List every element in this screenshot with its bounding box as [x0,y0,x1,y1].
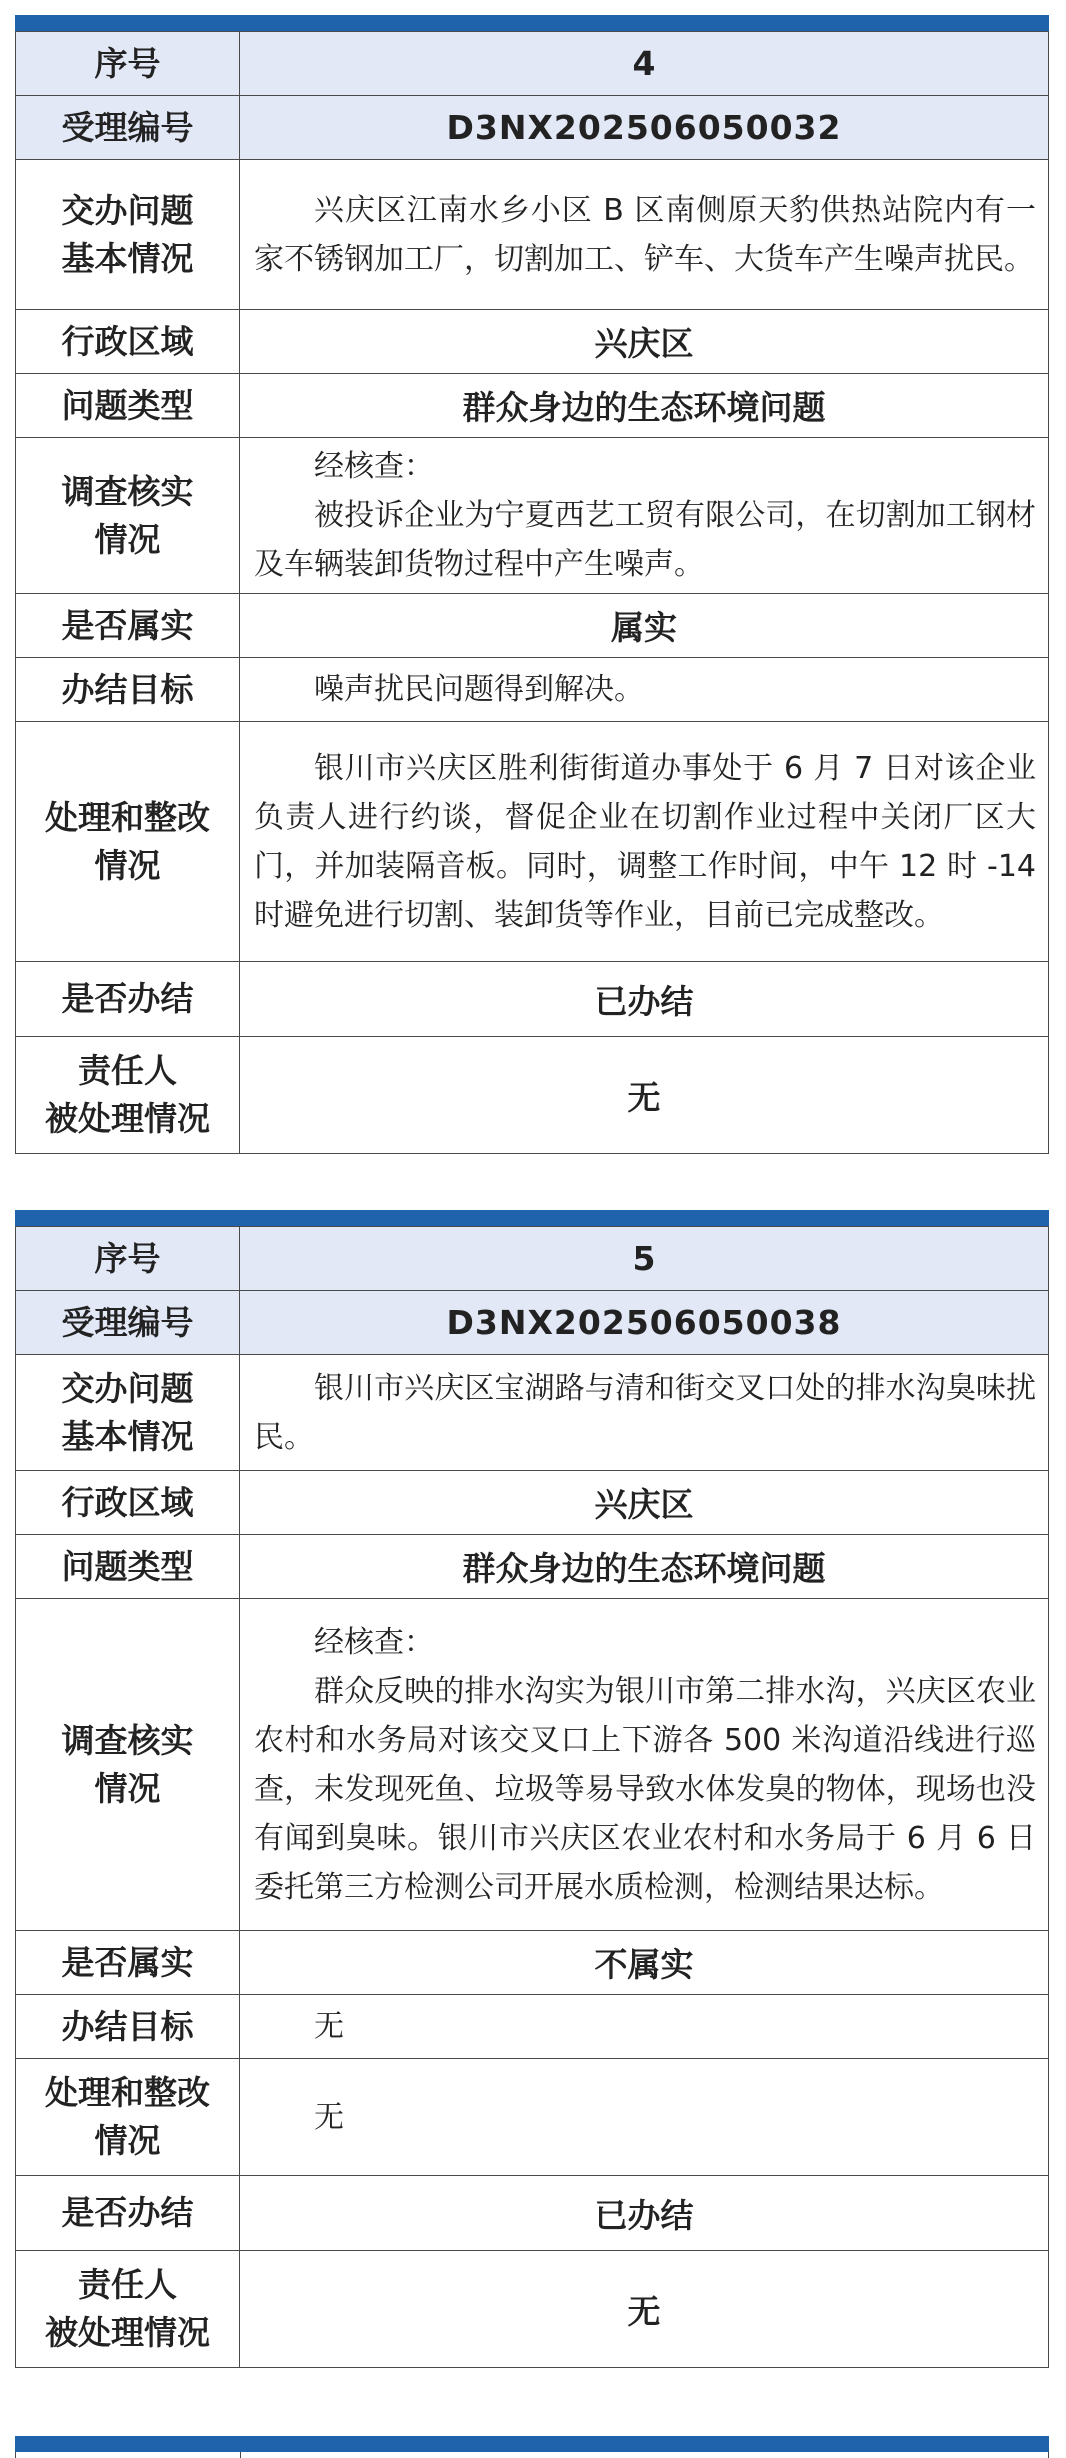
label-seq: 序号 [16,1227,240,1291]
value-resp: 无 [240,2251,1049,2368]
value-handle [240,2059,1049,2176]
survey-lead: 经核查： [314,449,434,484]
label-type: 问题类型 [16,1535,240,1599]
value-resp: 无 [240,1037,1049,1154]
row-goal [16,658,1049,722]
value-fact: 不属实 [240,1931,1049,1995]
label-survey [16,438,240,594]
row-goal [16,1995,1049,2059]
row-seq [16,1227,1049,1291]
row-closed [16,2176,1049,2251]
row-seq [16,32,1049,96]
handle-text: 银川市兴庆区胜利街街道办事处于 6 月 7 日对该企业负责人进行约谈，督促企业在切割作业过程中关闭厂区大门，并加装隔音板。同时，调整工作时间，中午 12 时 -14 时避免进行切割、装卸货等作业，目前已完成整改。 [254,750,1036,933]
label-goal: 办结目标 [16,658,240,722]
record-card-5 [15,1210,1049,2368]
goal-text: 噪声扰民问题得到解决。 [314,672,644,707]
value-basic [240,1355,1049,1471]
card-top-bar [15,1210,1049,1226]
row-type [16,1535,1049,1599]
record-table [15,31,1049,1154]
row-resp [16,1037,1049,1154]
row-region [16,310,1049,374]
value-type: 群众身边的生态环境问题 [240,374,1049,438]
label-survey-line2: 情况 [94,1768,161,1808]
value-type: 群众身边的生态环境问题 [240,1535,1049,1599]
value-closed: 已办结 [240,2176,1049,2251]
value-handle [240,722,1049,962]
value-code: D3NX202506050032 [240,96,1049,160]
column-divider [240,2452,241,2458]
row-survey [16,438,1049,594]
label-type: 问题类型 [16,374,240,438]
label-region: 行政区域 [16,1471,240,1535]
label-region: 行政区域 [16,310,240,374]
label-survey-line1: 调查核实 [61,471,194,511]
label-code: 受理编号 [16,96,240,160]
row-fact [16,1931,1049,1995]
card-top-bar [15,2436,1049,2452]
label-resp-line1: 责任人 [78,2265,177,2304]
value-code: D3NX202506050038 [240,1291,1049,1355]
row-code [16,96,1049,160]
label-survey [16,1599,240,1931]
basic-text: 银川市兴庆区宝湖路与清和街交叉口处的排水沟臭味扰民。 [254,1370,1036,1455]
label-resp [16,2251,240,2368]
label-goal: 办结目标 [16,1995,240,2059]
label-seq: 序号 [16,32,240,96]
value-seq: 5 [240,1227,1049,1291]
label-basic-line2: 基本情况 [61,1416,194,1456]
value-goal [240,658,1049,722]
basic-text: 兴庆区江南水乡小区 B 区南侧原天豹供热站院内有一家不锈钢加工厂，切割加工、铲车、大货车产生噪声扰民。 [254,192,1036,277]
next-record-stub [15,2452,1049,2458]
label-basic [16,1355,240,1471]
row-handle [16,2059,1049,2176]
survey-text: 群众反映的排水沟实为银川市第二排水沟，兴庆区农业农村和水务局对该交叉口上下游各 500 米沟道沿线进行巡查，未发现死鱼、垃圾等易导致水体发臭的物体，现场也没有闻到臭味。银川市兴庆区农业农村和水务局于 6 月 6 日委托第三方检测公司开展水质检测，检测结果达标。 [254,1673,1036,1905]
label-handle [16,2059,240,2176]
row-fact [16,594,1049,658]
row-resp [16,2251,1049,2368]
label-basic-line2: 基本情况 [61,238,194,278]
handle-text: 无 [314,2099,344,2135]
row-basic [16,1355,1049,1471]
value-region: 兴庆区 [240,1471,1049,1535]
label-resp [16,1037,240,1154]
label-fact: 是否属实 [16,594,240,658]
row-handle [16,722,1049,962]
label-basic [16,160,240,310]
label-basic-line1: 交办问题 [61,1368,194,1408]
survey-text: 被投诉企业为宁夏西艺工贸有限公司，在切割加工钢材及车辆装卸货物过程中产生噪声。 [254,498,1036,582]
label-code: 受理编号 [16,1291,240,1355]
label-basic-line1: 交办问题 [61,190,194,230]
label-fact: 是否属实 [16,1931,240,1995]
label-handle-line1: 处理和整改 [45,797,210,837]
card-top-bar [15,15,1049,31]
row-code [16,1291,1049,1355]
goal-text: 无 [314,2009,344,2044]
record-card-4 [15,15,1049,1154]
row-region [16,1471,1049,1535]
value-closed: 已办结 [240,962,1049,1037]
label-survey-line1: 调查核实 [61,1720,194,1760]
record-table [15,1226,1049,2368]
value-fact: 属实 [240,594,1049,658]
value-survey [240,1599,1049,1931]
label-resp-line1: 责任人 [78,1051,177,1090]
label-handle [16,722,240,962]
label-handle-line1: 处理和整改 [45,2073,210,2112]
label-resp-line2: 被处理情况 [45,1099,210,1138]
value-basic [240,160,1049,310]
row-closed [16,962,1049,1037]
label-closed: 是否办结 [16,962,240,1037]
survey-lead: 经核查： [314,1624,434,1660]
row-type [16,374,1049,438]
value-goal [240,1995,1049,2059]
label-handle-line2: 情况 [94,845,161,885]
label-resp-line2: 被处理情况 [45,2313,210,2352]
row-basic [16,160,1049,310]
value-survey [240,438,1049,594]
label-closed: 是否办结 [16,2176,240,2251]
label-survey-line2: 情况 [94,519,161,559]
row-survey [16,1599,1049,1931]
value-region: 兴庆区 [240,310,1049,374]
label-handle-line2: 情况 [94,2121,161,2160]
value-seq: 4 [240,32,1049,96]
next-record-top-bar [15,2436,1049,2458]
